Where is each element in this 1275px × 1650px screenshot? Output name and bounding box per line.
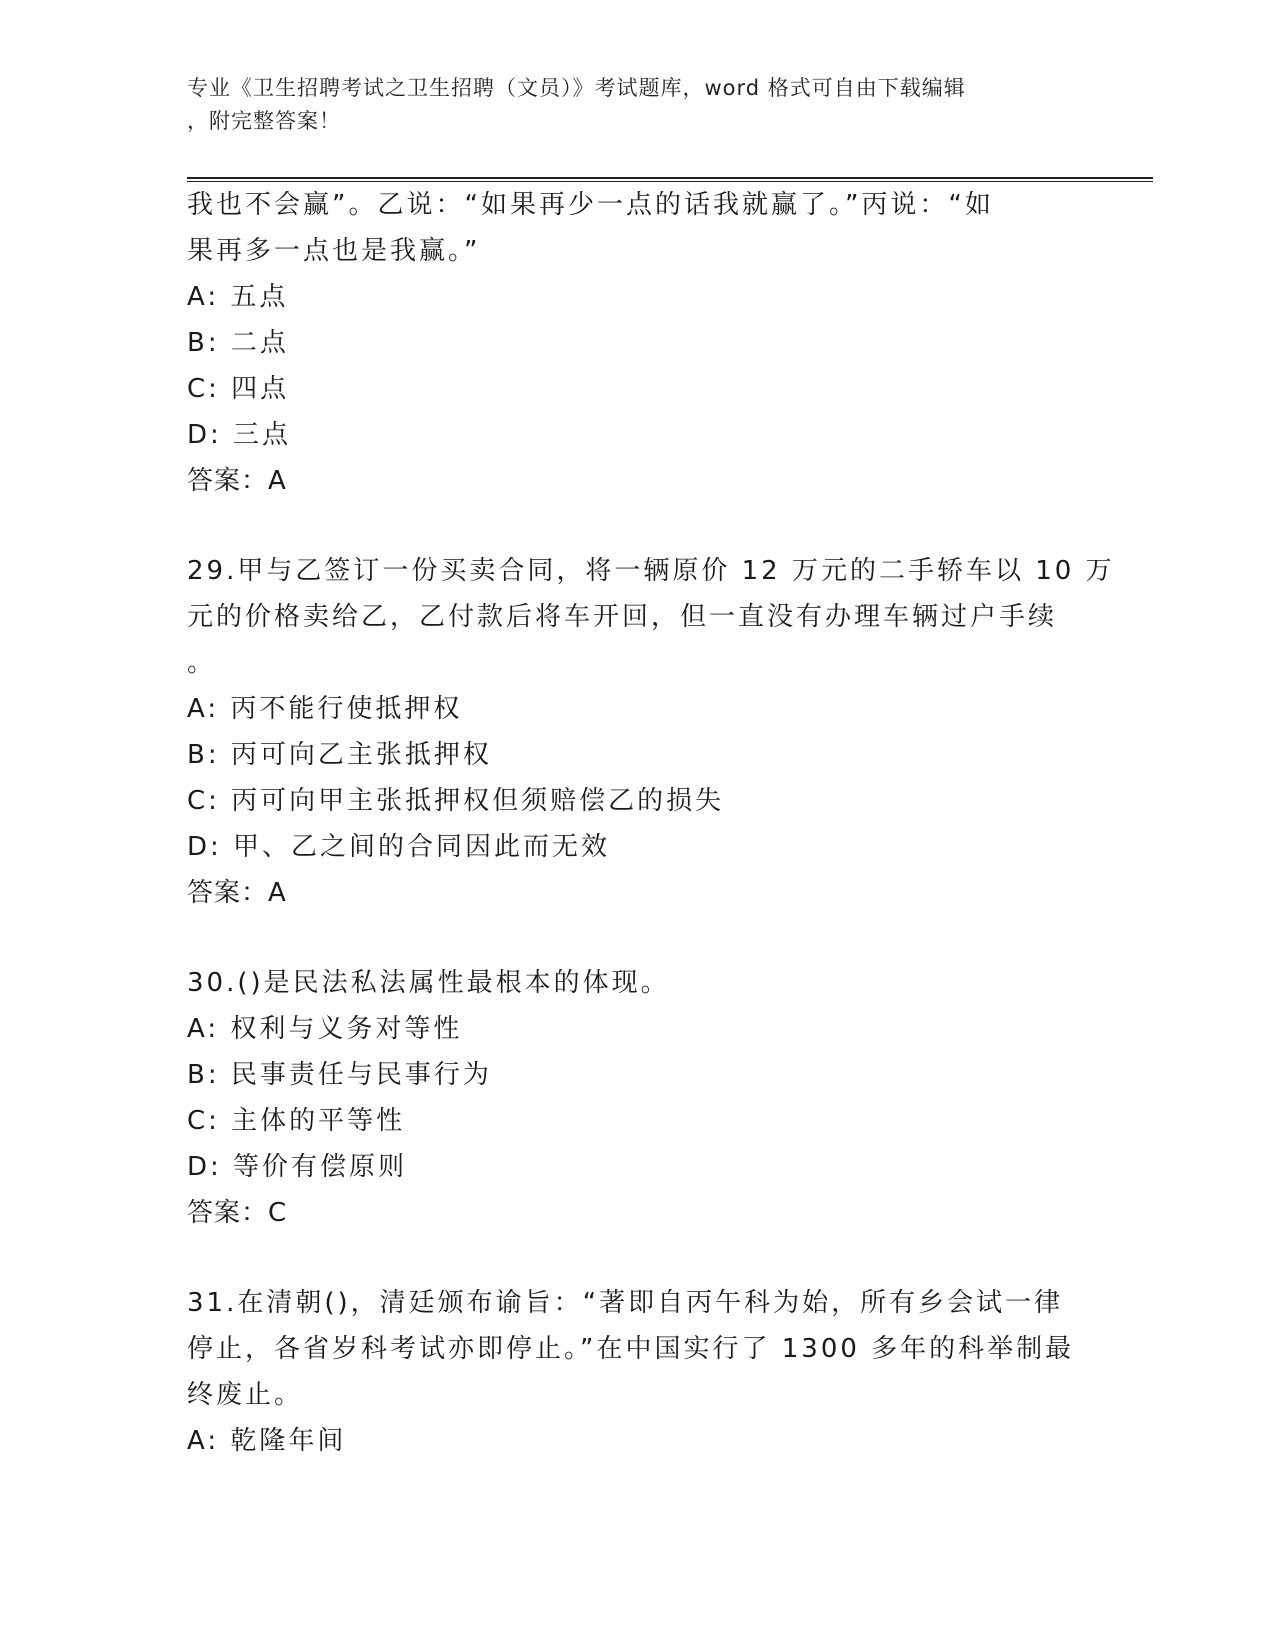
question-stem: 元的价格卖给乙，乙付款后将车开回，但一直没有办理车辆过户手续 — [187, 602, 1058, 632]
question-stem: 31.在清朝()，清廷颁布谕旨：“著即自丙午科为始，所有乡会试一律 — [187, 1288, 1064, 1318]
answer: 答案：C — [187, 1198, 288, 1228]
option-c: C: 四点 — [187, 374, 290, 404]
question-28 — [187, 182, 1087, 504]
header-line-1: 专业《卫生招聘考试之卫生招聘（文员）》考试题库，word 格式可自由下载编辑 — [187, 76, 966, 100]
question-stem: 停止，各省岁科考试亦即停止。”在中国实行了 1300 多年的科举制最 — [187, 1334, 1075, 1364]
question-30 — [187, 960, 1087, 1236]
question-stem: 我也不会赢”。乙说：“如果再少一点的话我就赢了。”丙说：“如 — [187, 190, 994, 220]
option-d: D: 等价有偿原则 — [187, 1152, 408, 1182]
answer: 答案：A — [187, 878, 287, 908]
question-stem: 29.甲与乙签订一份买卖合同，将一辆原价 12 万元的二手轿车以 10 万 — [187, 556, 1115, 586]
option-a: A: 乾隆年间 — [187, 1426, 347, 1456]
option-b: B: 二点 — [187, 328, 289, 358]
option-d: D: 甲、乙之间的合同因此而无效 — [187, 832, 611, 862]
option-b: B: 民事责任与民事行为 — [187, 1060, 492, 1090]
option-b: B: 丙可向乙主张抵押权 — [187, 740, 492, 770]
spacer — [187, 1236, 1087, 1280]
option-a: A: 五点 — [187, 282, 289, 312]
question-stem: 30.()是民法私法属性最根本的体现。 — [187, 968, 670, 998]
page-header — [187, 72, 1087, 138]
option-c: C: 主体的平等性 — [187, 1106, 406, 1136]
question-stem: 终废止。 — [187, 1380, 304, 1410]
spacer — [187, 916, 1087, 960]
question-29 — [187, 548, 1115, 916]
option-a: A: 丙不能行使抵押权 — [187, 694, 463, 724]
question-stem: 。 — [187, 648, 217, 678]
answer: 答案：A — [187, 466, 287, 496]
question-stem: 果再多一点也是我赢。” — [187, 236, 481, 266]
header-line-2: ，附完整答案！ — [187, 109, 341, 133]
question-list — [187, 182, 1115, 1464]
spacer — [187, 504, 1087, 548]
option-d: D: 三点 — [187, 420, 292, 450]
question-31 — [187, 1280, 1087, 1464]
option-a: A: 权利与义务对等性 — [187, 1014, 463, 1044]
option-c: C: 丙可向甲主张抵押权但须赔偿乙的损失 — [187, 786, 725, 816]
